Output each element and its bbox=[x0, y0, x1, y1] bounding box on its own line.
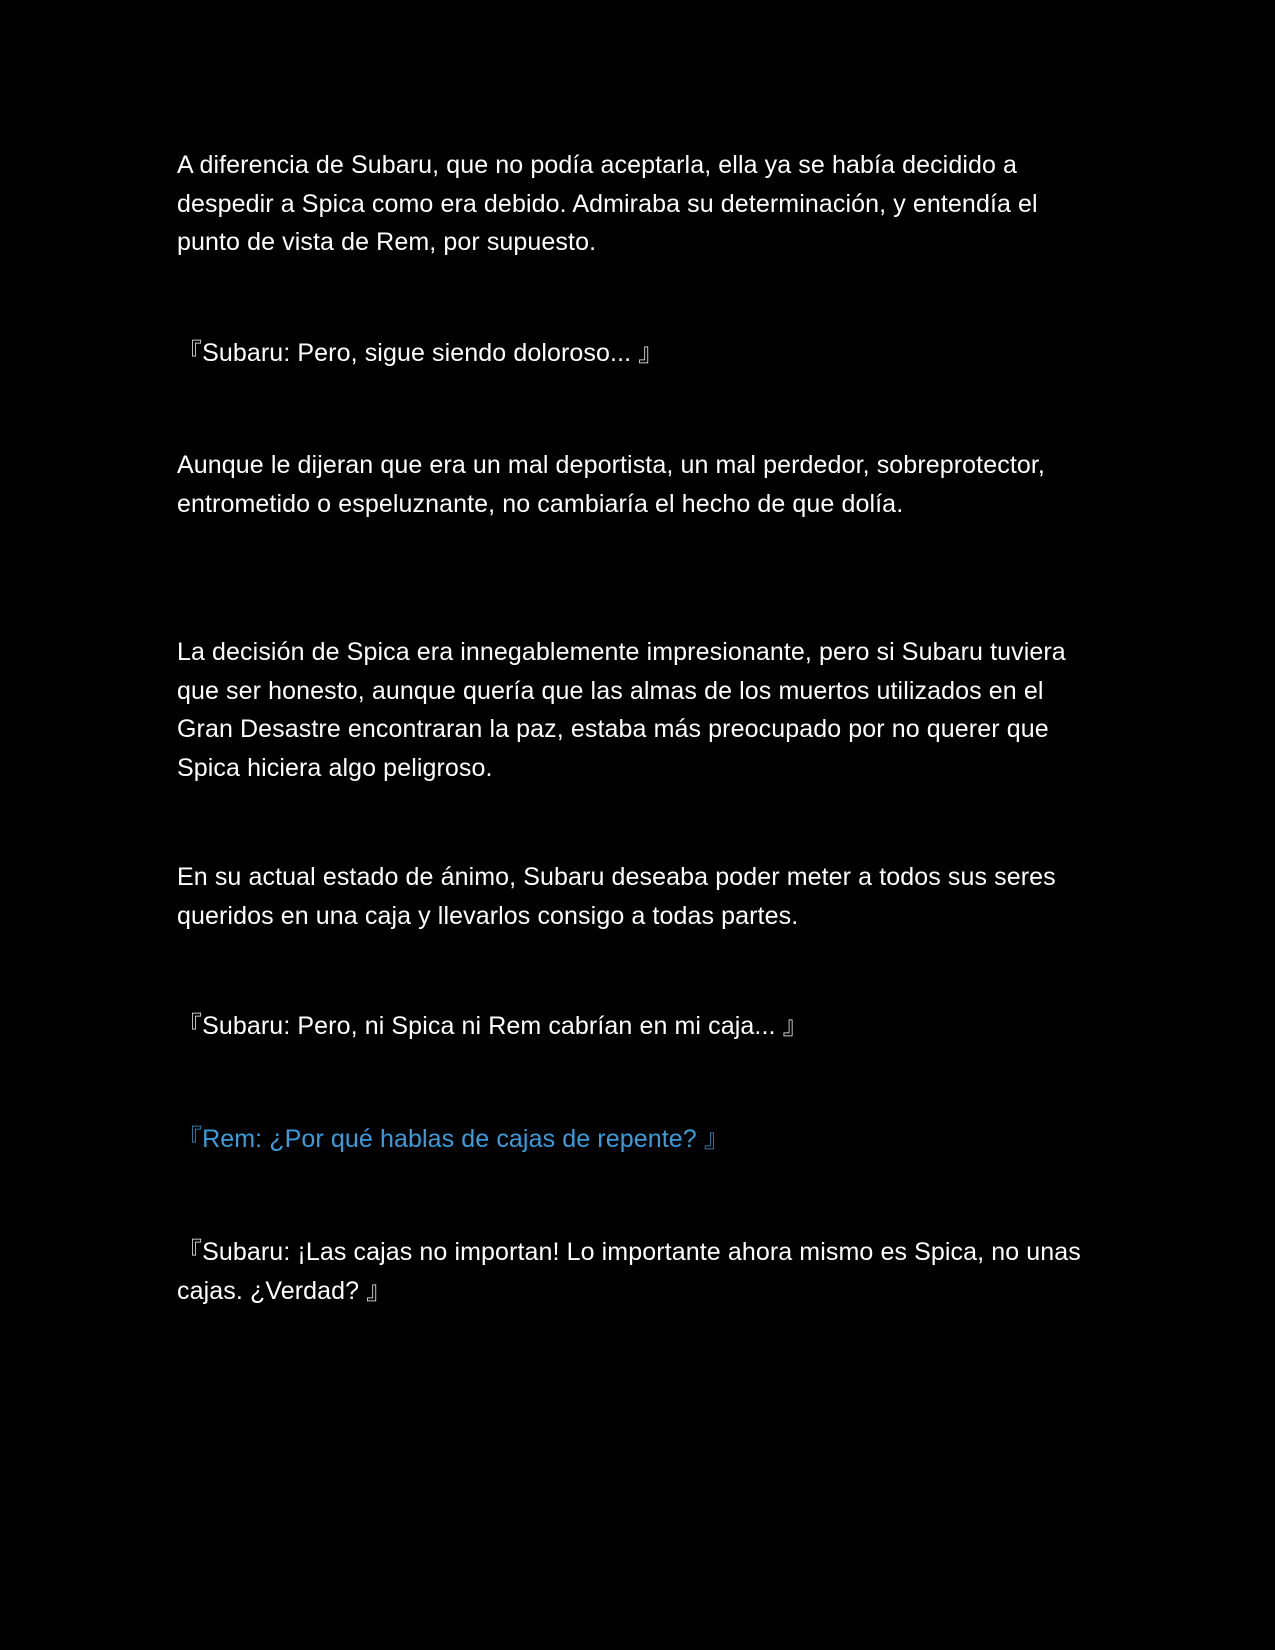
narration-paragraph: Aunque le dijeran que era un mal deportista, un mal perdedor, sobreprotector, entrometido o espeluznante, no cambiaría el hecho de que dolía. bbox=[177, 451, 1045, 518]
subaru-dialogue-line: 『Subaru: Pero, sigue siendo doloroso... 』 bbox=[177, 339, 664, 367]
subaru-dialogue-line: 『Subaru: ¡Las cajas no importan! Lo importante ahora mismo es Spica, no unas cajas. ¿Verdad? 』 bbox=[177, 1238, 1081, 1305]
narration-paragraph: La decisión de Spica era innegablemente impresionante, pero si Subaru tuviera que ser honesto, aunque quería que las almas de los muertos utilizados en el Gran Desastre encontraran la paz, estaba más preocupado por no querer que Spica hiciera algo peligroso. bbox=[177, 638, 1066, 782]
rem-dialogue-line: 『Rem: ¿Por qué hablas de cajas de repente? 』 bbox=[177, 1125, 729, 1153]
narration-paragraph: A diferencia de Subaru, que no podía aceptarla, ella ya se había decidido a despedir a Spica como era debido. Admiraba su determinación, y entendía el punto de vista de Rem, por supuesto. bbox=[177, 151, 1038, 256]
subaru-dialogue-line: 『Subaru: Pero, ni Spica ni Rem cabrían en mi caja... 』 bbox=[177, 1012, 808, 1040]
narration-paragraph: En su actual estado de ánimo, Subaru deseaba poder meter a todos sus seres queridos en una caja y llevarlos consigo a todas partes. bbox=[177, 863, 1056, 930]
